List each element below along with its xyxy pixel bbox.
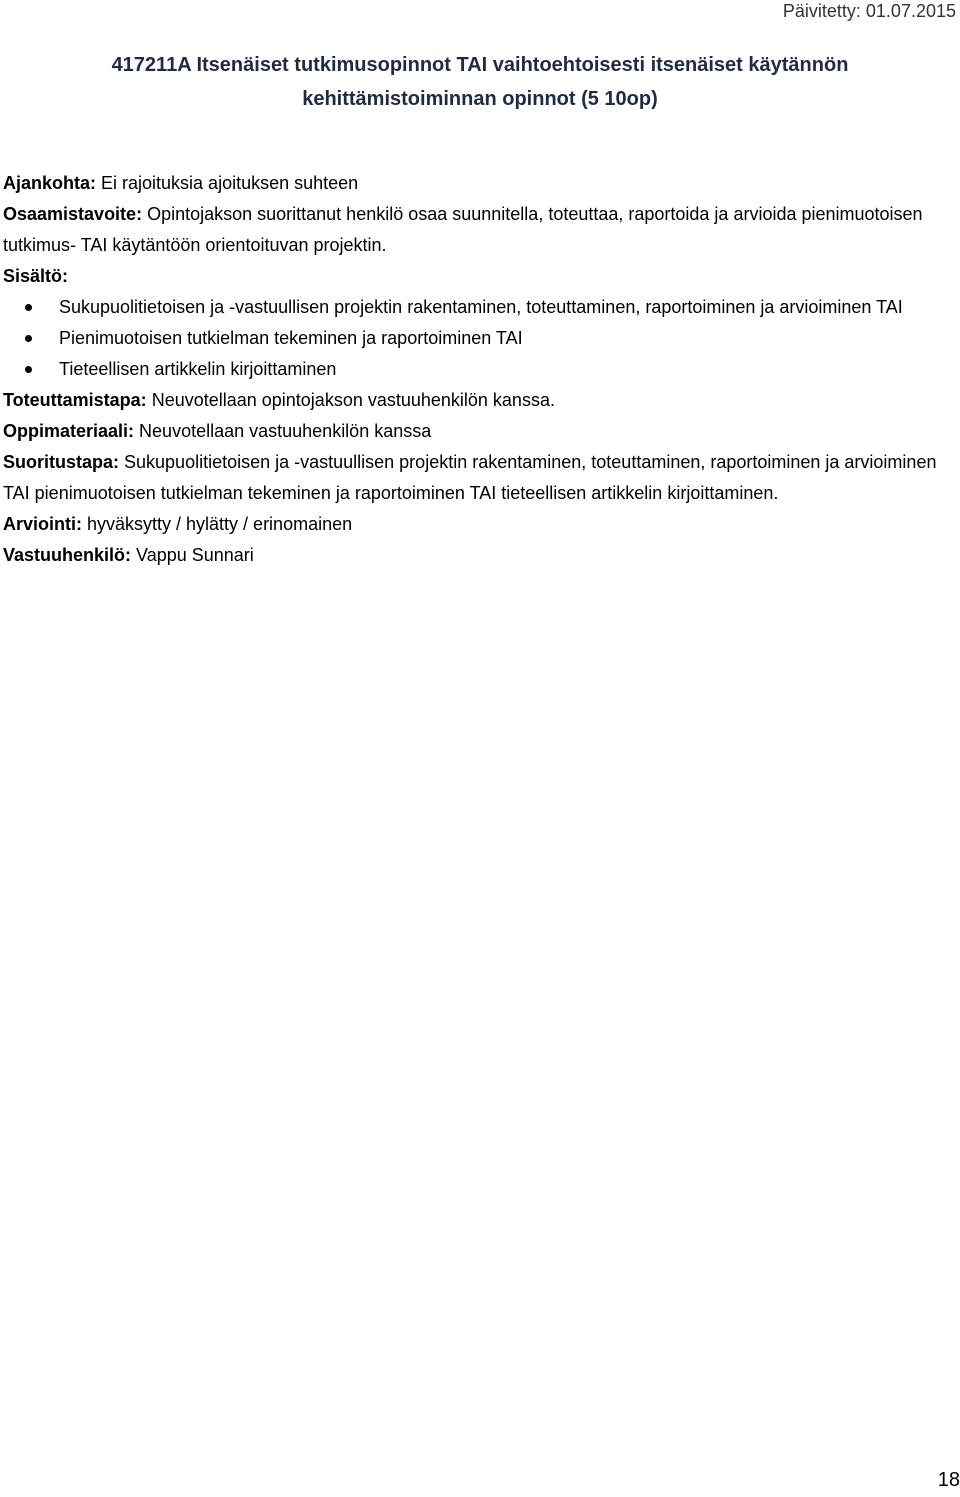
course-title (0, 48, 960, 116)
oppimateriaali-row (3, 416, 948, 447)
course-title-line-1: 417211A Itsenäiset tutkimusopinnot TAI vaihtoehtoisesti itsenäiset käytännön (111, 54, 849, 76)
list-item: Tieteellisen artikkelin kirjoittaminen (59, 354, 948, 385)
toteuttamistapa-row (3, 385, 948, 416)
vastuuhenkilo-value: Vappu Sunnari (131, 545, 254, 565)
sisalto-list (3, 292, 948, 385)
toteuttamistapa-label: Toteuttamistapa: (3, 390, 147, 410)
suoritustapa-value: Sukupuolitietoisen ja -vastuullisen projektin rakentaminen, toteuttaminen, raportoiminen ja arvioiminen TAI pienimuotoisen tutkielman tekeminen ja raportoiminen TAI tieteellisen artikkelin kirjoittaminen. (3, 452, 937, 503)
ajankohta-label: Ajankohta: (3, 173, 97, 193)
updated-date: Päivitetty: 01.07.2015 (782, 1, 956, 21)
vastuuhenkilo-row (3, 540, 948, 571)
ajankohta-value: Ei rajoituksia ajoituksen suhteen (96, 173, 359, 193)
ajankohta-row (3, 168, 948, 199)
arviointi-value: hyväksytty / hylätty / erinomainen (82, 514, 353, 534)
sisalto-label: Sisältö: (3, 266, 69, 286)
vastuuhenkilo-label: Vastuuhenkilö: (3, 545, 132, 565)
suoritustapa-row (3, 447, 948, 509)
course-title-line-2: kehittämistoiminnan opinnot (5 10op) (302, 88, 658, 110)
list-item: Sukupuolitietoisen ja -vastuullisen projektin rakentaminen, toteuttaminen, raportoiminen ja arvioiminen TAI (59, 292, 948, 323)
osaamistavoite-label: Osaamistavoite: (3, 204, 143, 224)
toteuttamistapa-value: Neuvotellaan opintojakson vastuuhenkilön kanssa. (146, 390, 555, 410)
list-item: Pienimuotoisen tutkielman tekeminen ja raportoiminen TAI (59, 323, 948, 354)
osaamistavoite-value: Opintojakson suorittanut henkilö osaa suunnitella, toteuttaa, raportoida ja arvioida pienimuotoisen tutkimus- TAI käytäntöön orientoituvan projektin. (3, 204, 923, 255)
course-description (3, 168, 948, 571)
suoritustapa-label: Suoritustapa: (3, 452, 120, 472)
page-number: 18 (937, 1469, 960, 1491)
arviointi-row (3, 509, 948, 540)
sisalto-row (3, 261, 948, 292)
oppimateriaali-label: Oppimateriaali: (3, 421, 135, 441)
oppimateriaali-value: Neuvotellaan vastuuhenkilön kanssa (134, 421, 432, 441)
osaamistavoite-row (3, 199, 948, 261)
arviointi-label: Arviointi: (3, 514, 82, 534)
